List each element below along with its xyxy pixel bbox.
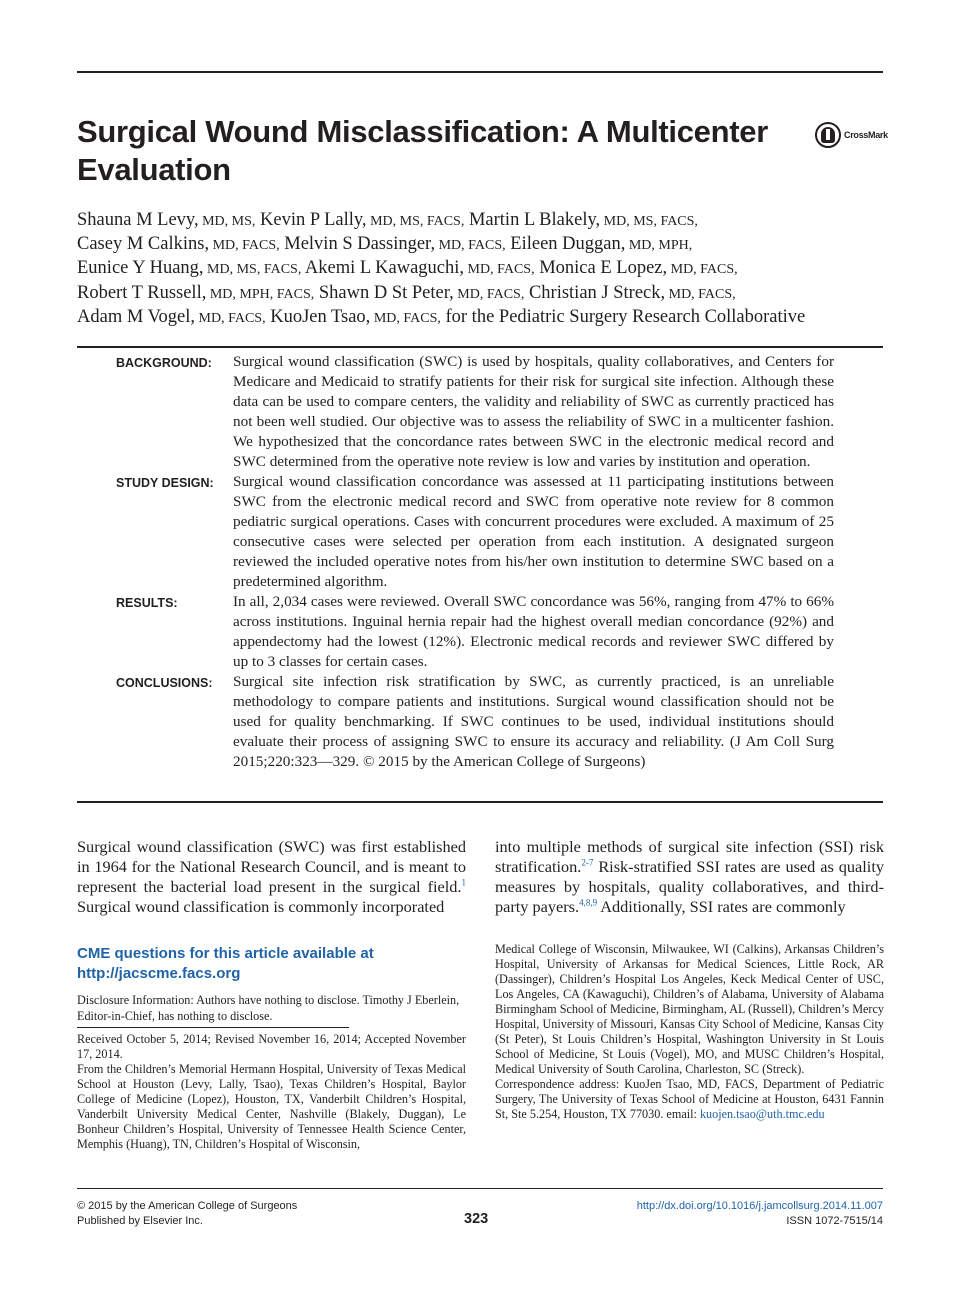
body-text: into multiple methods of surgical site infection (SSI) risk stratification. (495, 837, 884, 876)
author-name: Martin L Blakely, (464, 210, 601, 230)
received-dates: Received October 5, 2014; Revised November 16, 2014; Accepted November 17, 2014. (77, 1032, 466, 1061)
author-name: Monica E Lopez, (534, 258, 668, 279)
abstract-text: Surgical wound classification concordance was assessed at 11 participating institutions between SWC from the electronic medical record and SWC from operative note review for 8 common pediatric surgical operations. Cases with concurrent procedures were excluded. A maximum of 25 consecutive cases were selected per operation from each institution. A designated surgeon reviewed the included operative notes from his/her own institution to determine SWC based on a predetermined algorithm. (233, 473, 834, 590)
page-number: 323 (464, 1211, 489, 1227)
footer-left (77, 1199, 297, 1229)
article-title (77, 113, 807, 189)
author-degrees: MD, FACS, (464, 262, 535, 278)
author-degrees: MD, FACS, (195, 310, 266, 326)
disclosure-rule (77, 1027, 349, 1028)
reference-link[interactable]: 1 (461, 877, 466, 888)
body-text: Surgical wound classification (SWC) was first established in 1964 for the National Research Council, and is meant to represent the bacterial load present in the surgical field. (77, 837, 466, 896)
author-name: Eunice Y Huang, (77, 258, 204, 279)
abstract-section (77, 472, 883, 592)
reference-link[interactable]: 2-7 (581, 857, 594, 868)
doi-link[interactable]: http://dx.doi.org/10.1016/j.jamcollsurg.2014.11.007 (636, 1200, 883, 1212)
copyright: © 2015 by the American College of Surgeons (77, 1200, 298, 1212)
abstract-bottom-rule (77, 801, 883, 803)
author-degrees: MD, MS, FACS, (600, 214, 698, 229)
author-name: Eileen Duggan, (505, 234, 626, 255)
cme-notice (77, 944, 466, 984)
abstract-section (77, 592, 883, 672)
affiliations-right: Medical College of Wisconsin, Milwaukee, WI (Calkins), Arkansas Children’s Hospital, University of Arkansas for Medical Sciences, Little Rock, AR (Dassinger), Children’s Hospital Los Angeles, Keck Medical Center of USC, Los Angeles, CA (Kawaguchi), Children’s of Alabama, University of Alabama Birmingham School of Medicine, Birmingham, AL (Russell), Children’s Mercy Hospital, University of Missouri, Kansas City School of Medicine, Kansas City (St Peter), St Louis Children’s Hospital, Washington University in St Louis School of Medicine, St Louis (Vogel), MO, and MUSC Children’s Hospital, Medical University of South Carolina, Charleston, SC (Streck). (495, 942, 884, 1076)
author-degrees: MD, MS, FACS, (203, 262, 302, 278)
author-name: Shawn D St Peter, (314, 282, 454, 303)
correspondence-text: Correspondence address: KuoJen Tsao, MD, FACS, Department of Pediatric Surgery, The University of Texas School of Medicine at Houston, 6431 Fannin St, Ste 5.254, Houston, TX 77030. email: (495, 1077, 884, 1121)
crossmark-icon (815, 122, 841, 148)
footer-right (637, 1199, 883, 1229)
abstract-section (77, 672, 883, 772)
crossmark-label: CrossMark (844, 130, 888, 140)
top-rule (77, 71, 883, 73)
author-line (77, 282, 887, 306)
abstract-top-rule (77, 346, 883, 348)
author-degrees: MD, MPH, FACS, (206, 286, 315, 302)
author-name: Robert T Russell, (77, 282, 207, 303)
author-list (77, 209, 887, 330)
author-degrees: MD, MS, FACS, (366, 214, 465, 229)
structured-abstract (77, 352, 883, 772)
footer-rule (77, 1188, 883, 1189)
email-link[interactable]: kuojen.tsao@uth.tmc.edu (699, 1107, 825, 1121)
author-line (77, 233, 887, 257)
crossmark-button[interactable] (815, 121, 895, 149)
author-degrees: MD, FACS, (665, 286, 736, 302)
cme-link[interactable]: http://jacscme.facs.org (77, 965, 241, 982)
abstract-label: RESULTS: (116, 596, 178, 610)
abstract-text: Surgical site infection risk stratification by SWC, as currently practiced, is an unreliable methodology to compare patients and institutions. Surgical wound classification should not be used for quality benchmarking. If SWC continues to be used, individual institutions should evaluate their process of assigning SWC to ensure its accuracy and reliability. (J Am Coll Surg 2015;220:323—329. © 2015 by the American College of Surgeons) (233, 673, 834, 770)
abstract-text: Surgical wound classification (SWC) is used by hospitals, quality collaboratives, and Centers for Medicare and Medicaid to stratify patients for their risk for surgical site infection. Although these data can be used to compare centers, the validity and reliability of SWC as currently practiced has not been well studied. Our objective was to assess the reliability of SWC in a multicenter fashion. We hypothesized that the concordance rates between SWC in the electronic medical record and SWC determined from the operative note review is low and varies by institution and operation. (233, 353, 834, 470)
author-name: Shauna M Levy, (77, 210, 199, 230)
reference-link[interactable]: 4,8,9 (579, 897, 598, 908)
author-name: Casey M Calkins, (77, 234, 210, 255)
body-text: Risk-stratified SSI rates are used as quality measures by hospitals, quality collaboratives, and third-party payers. (495, 857, 884, 916)
author-degrees: MD, FACS, (209, 238, 280, 254)
issn: ISSN 1072-7515/14 (786, 1215, 883, 1227)
author-name: Melvin S Dassinger, (279, 234, 436, 255)
abstract-label: STUDY DESIGN: (116, 476, 214, 490)
body-text: Surgical wound classification is commonly incorporated (77, 897, 445, 916)
abstract-label: CONCLUSIONS: (116, 676, 213, 690)
author-degrees: MD, MS, (198, 214, 256, 229)
abstract-section (77, 352, 883, 472)
body-column-right (495, 837, 884, 917)
author-line (77, 306, 887, 330)
author-degrees: MD, FACS, (667, 262, 738, 278)
author-name: Akemi L Kawaguchi, (301, 258, 465, 279)
publisher: Published by Elsevier Inc. (77, 1215, 203, 1227)
abstract-label: BACKGROUND: (116, 356, 212, 370)
author-name: Adam M Vogel, (77, 306, 196, 327)
title-line-2: Evaluation (77, 152, 231, 187)
body-text: Additionally, SSI rates are commonly (597, 897, 846, 916)
author-line (77, 209, 887, 233)
abstract-text: In all, 2,034 cases were reviewed. Overall SWC concordance was 56%, ranging from 47% to 66% across institutions. Inguinal hernia repair had the highest overall median concordance (92%) and appendectomy had the lowest (12%). Electronic medical records and reviewer SWC differed by up to 3 classes for certain cases. (233, 593, 834, 670)
author-name: Christian J Streck, (524, 282, 666, 303)
disclosure-info: Disclosure Information: Authors have nothing to disclose. Timothy J Eberlein, Editor-in-Chief, has nothing to disclose. (77, 993, 460, 1023)
cme-line: CME questions for this article available at (77, 945, 374, 962)
title-line-1: Surgical Wound Misclassification: A Multicenter (77, 114, 768, 149)
author-degrees: MD, FACS, (453, 286, 525, 302)
author-name: for the Pediatric Surgery Research Collaborative (440, 306, 806, 327)
dates-affiliations (77, 1032, 466, 1152)
author-line (77, 257, 887, 281)
author-degrees: MD, FACS, (435, 238, 506, 254)
author-name: Kevin P Lally, (255, 210, 367, 230)
author-degrees: MD, FACS, (370, 310, 441, 326)
author-degrees: MD, MPH, (625, 238, 693, 254)
affiliations-correspondence (495, 942, 884, 1122)
author-name: KuoJen Tsao, (265, 306, 371, 327)
affiliations-left: From the Children’s Memorial Hermann Hospital, University of Texas Medical School at Houston (Levy, Lally, Tsao), Texas Children’s Hospital, Baylor College of Medicine (Lopez), Houston, TX, Vanderbilt Children’s Hospital, Vanderbilt University Medical Center, Nashville (Blakely, Duggan), Le Bonheur Children’s Hospital, University of Tennessee Health Science Center, Memphis (Huang), TN, Children’s Hospital of Wisconsin, (77, 1062, 466, 1151)
body-column-left (77, 837, 466, 917)
correspondence-address (495, 1077, 884, 1122)
